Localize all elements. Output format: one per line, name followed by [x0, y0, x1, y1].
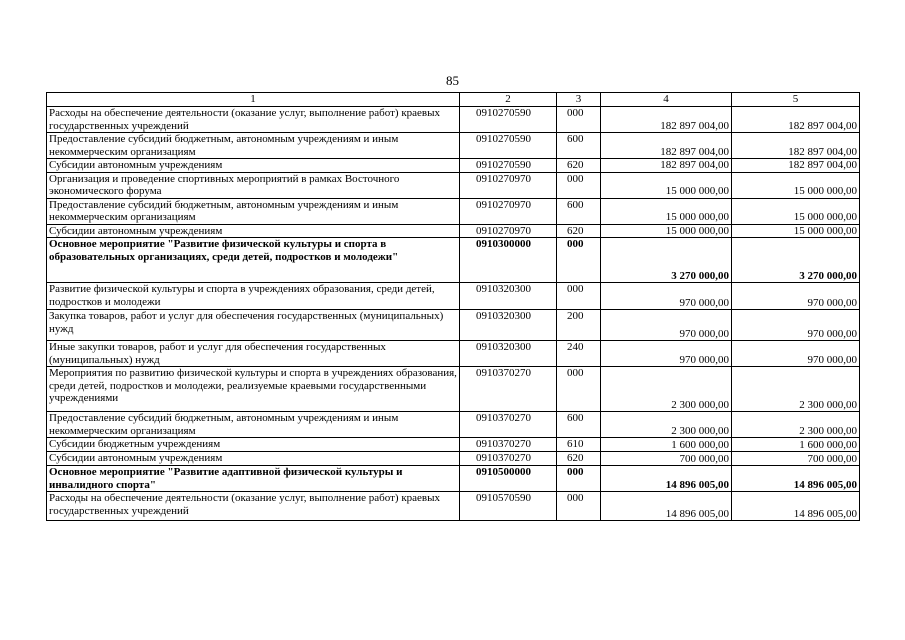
table-row — [47, 341, 860, 367]
row-code-cell: 0910500000 — [460, 466, 557, 492]
row-name-cell: Развитие физической культуры и спорта в учреждениях образования, среди детей, подростков и молодежи — [47, 283, 460, 310]
row-code-cell: 0910320300 — [460, 341, 557, 367]
row-value-4-cell: 970 000,00 — [601, 310, 732, 341]
row-value-4-cell: 182 897 004,00 — [601, 159, 732, 173]
row-name-cell: Основное мероприятие "Развитие физической культуры и спорта в образовательных организациях, среди детей, подростков и молодежи" — [47, 238, 460, 283]
row-value-5-cell: 182 897 004,00 — [732, 133, 860, 159]
table-row — [47, 466, 860, 492]
table-row — [47, 133, 860, 159]
row-value-5-cell: 970 000,00 — [732, 341, 860, 367]
table-row — [47, 438, 860, 452]
row-name-cell: Организация и проведение спортивных мероприятий в рамках Восточного экономического форума — [47, 172, 460, 198]
table-row — [47, 283, 860, 310]
row-value-5-cell: 14 896 005,00 — [732, 492, 860, 521]
column-header-5: 5 — [732, 93, 860, 107]
row-kind-cell: 000 — [557, 238, 601, 283]
row-value-4-cell: 14 896 005,00 — [601, 466, 732, 492]
table-row — [47, 238, 860, 283]
table-row — [47, 367, 860, 412]
row-value-5-cell: 15 000 000,00 — [732, 198, 860, 224]
row-value-4-cell: 15 000 000,00 — [601, 224, 732, 238]
row-value-4-cell: 14 896 005,00 — [601, 492, 732, 521]
table-row — [47, 107, 860, 133]
row-value-4-cell: 970 000,00 — [601, 283, 732, 310]
row-value-5-cell: 15 000 000,00 — [732, 224, 860, 238]
row-value-4-cell: 15 000 000,00 — [601, 172, 732, 198]
row-code-cell: 0910570590 — [460, 492, 557, 521]
row-kind-cell: 200 — [557, 310, 601, 341]
table-header-row — [47, 93, 860, 107]
row-code-cell: 0910370270 — [460, 452, 557, 466]
row-value-4-cell: 2 300 000,00 — [601, 367, 732, 412]
row-name-cell: Субсидии бюджетным учреждениям — [47, 438, 460, 452]
row-value-4-cell: 700 000,00 — [601, 452, 732, 466]
row-value-5-cell: 15 000 000,00 — [732, 172, 860, 198]
row-name-cell: Субсидии автономным учреждениям — [47, 224, 460, 238]
row-code-cell: 0910320300 — [460, 310, 557, 341]
row-name-cell: Иные закупки товаров, работ и услуг для обеспечения государственных (муниципальных) нужд — [47, 341, 460, 367]
row-name-cell: Субсидии автономным учреждениям — [47, 159, 460, 173]
row-value-4-cell: 15 000 000,00 — [601, 198, 732, 224]
row-name-cell: Предоставление субсидий бюджетным, автономным учреждениям и иным некоммерческим организациям — [47, 412, 460, 438]
row-value-4-cell: 182 897 004,00 — [601, 107, 732, 133]
row-code-cell: 0910370270 — [460, 412, 557, 438]
row-code-cell: 0910270590 — [460, 133, 557, 159]
row-kind-cell: 610 — [557, 438, 601, 452]
row-value-4-cell: 3 270 000,00 — [601, 238, 732, 283]
row-code-cell: 0910270590 — [460, 159, 557, 173]
row-kind-cell: 000 — [557, 492, 601, 521]
row-value-4-cell: 182 897 004,00 — [601, 133, 732, 159]
row-name-cell: Закупка товаров, работ и услуг для обеспечения государственных (муниципальных) нужд — [47, 310, 460, 341]
row-name-cell: Предоставление субсидий бюджетным, автономным учреждениям и иным некоммерческим организациям — [47, 133, 460, 159]
budget-table — [46, 92, 860, 521]
row-value-5-cell: 970 000,00 — [732, 283, 860, 310]
column-header-1: 1 — [47, 93, 460, 107]
column-header-3: 3 — [557, 93, 601, 107]
page-number: 85 — [446, 73, 459, 88]
row-code-cell: 0910370270 — [460, 367, 557, 412]
row-name-cell: Расходы на обеспечение деятельности (оказание услуг, выполнение работ) краевых государственных учреждений — [47, 492, 460, 521]
row-kind-cell: 000 — [557, 172, 601, 198]
table-row — [47, 198, 860, 224]
row-name-cell: Субсидии автономным учреждениям — [47, 452, 460, 466]
row-value-5-cell: 3 270 000,00 — [732, 238, 860, 283]
row-kind-cell: 620 — [557, 159, 601, 173]
row-name-cell: Расходы на обеспечение деятельности (оказание услуг, выполнение работ) краевых государственных учреждений — [47, 107, 460, 133]
row-code-cell: 0910270970 — [460, 224, 557, 238]
row-value-5-cell: 182 897 004,00 — [732, 159, 860, 173]
row-kind-cell: 600 — [557, 198, 601, 224]
row-code-cell: 0910320300 — [460, 283, 557, 310]
row-code-cell: 0910270590 — [460, 107, 557, 133]
row-value-5-cell: 700 000,00 — [732, 452, 860, 466]
row-kind-cell: 000 — [557, 367, 601, 412]
row-value-5-cell: 1 600 000,00 — [732, 438, 860, 452]
row-value-5-cell: 970 000,00 — [732, 310, 860, 341]
row-name-cell: Мероприятия по развитию физической культуры и спорта в учреждениях образования, среди детей, подростков и молодежи, реализуемые краевыми государственными учреждениями — [47, 367, 460, 412]
row-value-4-cell: 1 600 000,00 — [601, 438, 732, 452]
row-value-5-cell: 2 300 000,00 — [732, 412, 860, 438]
row-name-cell: Предоставление субсидий бюджетным, автономным учреждениям и иным некоммерческим организациям — [47, 198, 460, 224]
row-value-5-cell: 2 300 000,00 — [732, 367, 860, 412]
row-value-4-cell: 2 300 000,00 — [601, 412, 732, 438]
table-row — [47, 412, 860, 438]
row-kind-cell: 000 — [557, 283, 601, 310]
column-header-2: 2 — [460, 93, 557, 107]
table-row — [47, 310, 860, 341]
row-code-cell: 0910270970 — [460, 172, 557, 198]
row-kind-cell: 000 — [557, 107, 601, 133]
row-kind-cell: 620 — [557, 224, 601, 238]
row-code-cell: 0910300000 — [460, 238, 557, 283]
table-row — [47, 172, 860, 198]
row-value-5-cell: 182 897 004,00 — [732, 107, 860, 133]
row-value-5-cell: 14 896 005,00 — [732, 466, 860, 492]
row-value-4-cell: 970 000,00 — [601, 341, 732, 367]
column-header-4: 4 — [601, 93, 732, 107]
row-kind-cell: 620 — [557, 452, 601, 466]
row-name-cell: Основное мероприятие "Развитие адаптивной физической культуры и инвалидного спорта" — [47, 466, 460, 492]
table-row — [47, 492, 860, 521]
row-kind-cell: 600 — [557, 412, 601, 438]
row-kind-cell: 600 — [557, 133, 601, 159]
row-code-cell: 0910370270 — [460, 438, 557, 452]
row-kind-cell: 240 — [557, 341, 601, 367]
table-row — [47, 452, 860, 466]
row-code-cell: 0910270970 — [460, 198, 557, 224]
row-kind-cell: 000 — [557, 466, 601, 492]
table-row — [47, 224, 860, 238]
table-row — [47, 159, 860, 173]
